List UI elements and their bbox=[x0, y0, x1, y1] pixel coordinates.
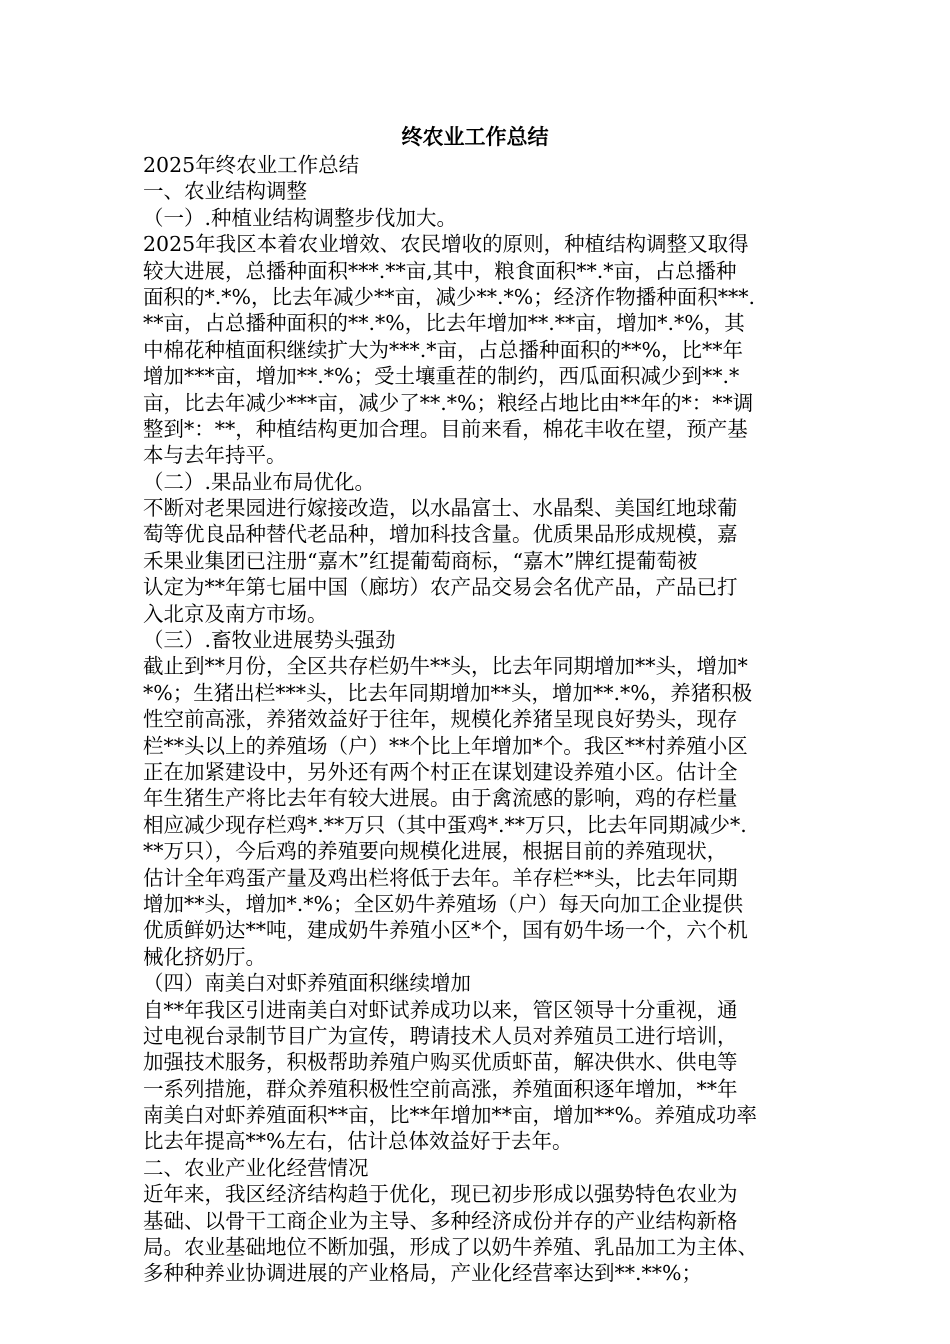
text-line: 一、农业结构调整 bbox=[143, 179, 307, 204]
text-line: 增加**头，增加*.*%；全区奶牛养殖场（户）每天向加工企业提供 bbox=[143, 891, 743, 916]
text-line: 入北京及南方市场。 bbox=[143, 601, 328, 626]
text-line: 亩，比去年减少***亩，减少了**.*%；粮经占地比由**年的*：**调 bbox=[143, 390, 754, 415]
text-line: 面积的*.*%，比去年减少**亩，减少**.*%；经济作物播种面积***. bbox=[143, 284, 756, 309]
document-text bbox=[143, 152, 807, 1287]
text-line: 一系列措施，群众养殖积极性空前高涨，养殖面积逐年增加，**年 bbox=[143, 1076, 738, 1101]
text-line: 优质鲜奶达**吨，建成奶牛养殖小区*个，国有奶牛场一个，六个机 bbox=[143, 918, 748, 943]
text-line: 性空前高涨，养猪效益好于往年，规模化养猪呈现良好势头，现存 bbox=[143, 707, 738, 732]
document-body bbox=[143, 122, 807, 1287]
text-line: 2025年终农业工作总结 bbox=[143, 153, 360, 177]
text-line: 自**年我区引进南美白对虾试养成功以来，管区领导十分重视，通 bbox=[143, 997, 738, 1022]
text-line: 禾果业集团已注册“嘉木”红提葡萄商标，“嘉木”牌红提葡萄被 bbox=[143, 548, 698, 573]
text-line: 较大进展，总播种面积***.**亩,其中，粮食面积**.*亩，占总播种 bbox=[143, 258, 737, 283]
text-line: 二、农业产业化经营情况 bbox=[143, 1155, 369, 1180]
text-line: 增加***亩，增加**.*%；受土壤重茬的制约，西瓜面积减少到**.* bbox=[143, 364, 740, 389]
text-line: 年生猪生产将比去年有较大进展。由于禽流感的影响，鸡的存栏量 bbox=[143, 786, 738, 811]
text-line: 截止到**月份，全区共存栏奶牛**头，比去年同期增加**头，增加* bbox=[143, 654, 748, 679]
text-line: 中棉花种植面积继续扩大为***.*亩，占总播种面积的**%，比**年 bbox=[143, 337, 743, 362]
text-line: 械化挤奶厅。 bbox=[143, 944, 266, 969]
text-line: 多种种养业协调进展的产业格局，产业化经营率达到**.**%； bbox=[143, 1261, 702, 1286]
text-line: 近年来，我区经济结构趋于优化，现已初步形成以强势特色农业为 bbox=[143, 1182, 738, 1207]
text-line: 相应减少现存栏鸡*.**万只（其中蛋鸡*.**万只，比去年同期减少*. bbox=[143, 812, 747, 837]
text-line: *%；生猪出栏***头，比去年同期增加**头，增加**.*%，养猪积极 bbox=[143, 680, 753, 705]
text-line: （三）.畜牧业进展势头强劲 bbox=[143, 628, 396, 653]
text-line: 比去年提高**%左右，估计总体效益好于去年。 bbox=[143, 1129, 573, 1154]
document-title: 终农业工作总结 bbox=[401, 124, 549, 149]
text-line: （一）.种植业结构调整步伐加大。 bbox=[143, 205, 458, 230]
text-line: 认定为**年第七届中国（廊坊）农产品交易会名优产品，产品已打 bbox=[143, 575, 738, 600]
text-line: 基础、以骨干工商企业为主导、多种经济成份并存的产业结构新格 bbox=[143, 1208, 738, 1233]
text-line: （二）.果品业布局优化。 bbox=[143, 469, 376, 494]
text-line: 加强技术服务，积极帮助养殖户购买优质虾苗，解决供水、供电等 bbox=[143, 1050, 738, 1075]
text-line: 南美白对虾养殖面积**亩，比**年增加**亩，增加**%。养殖成功率 bbox=[143, 1103, 757, 1128]
text-line: 过电视台录制节目广为宣传，聘请技术人员对养殖员工进行培训， bbox=[143, 1023, 738, 1048]
text-line: 不断对老果园进行嫁接改造，以水晶富士、水晶梨、美国红地球葡 bbox=[143, 496, 738, 521]
text-line: 整到*：**，种植结构更加合理。目前来看，棉花丰收在望，预产基 bbox=[143, 416, 748, 441]
text-line: 2025年我区本着农业增效、农民增收的原则，种植结构调整又取得 bbox=[143, 232, 749, 257]
text-line: 萄等优良品种替代老品种，增加科技含量。优质果品形成规模，嘉 bbox=[143, 522, 738, 547]
text-line: （四）南美白对虾养殖面积继续增加 bbox=[143, 971, 471, 996]
text-line: **万只），今后鸡的养殖要向规模化进展，根据目前的养殖现状， bbox=[143, 839, 728, 864]
text-line: 栏**头以上的养殖场（户）**个比上年增加*个。我区**村养殖小区 bbox=[143, 733, 748, 758]
text-line: 正在加紧建设中，另外还有两个村正在谋划建设养殖小区。估计全 bbox=[143, 759, 738, 784]
text-line: **亩，占总播种面积的**.*%，比去年增加**.**亩，增加*.*%，其 bbox=[143, 311, 745, 336]
text-line: 局。农业基础地位不断加强，形成了以奶牛养殖、乳品加工为主体、 bbox=[143, 1235, 758, 1260]
text-line: 估计全年鸡蛋产量及鸡出栏将低于去年。羊存栏**头，比去年同期 bbox=[143, 865, 738, 890]
text-line: 本与去年持平。 bbox=[143, 443, 287, 468]
